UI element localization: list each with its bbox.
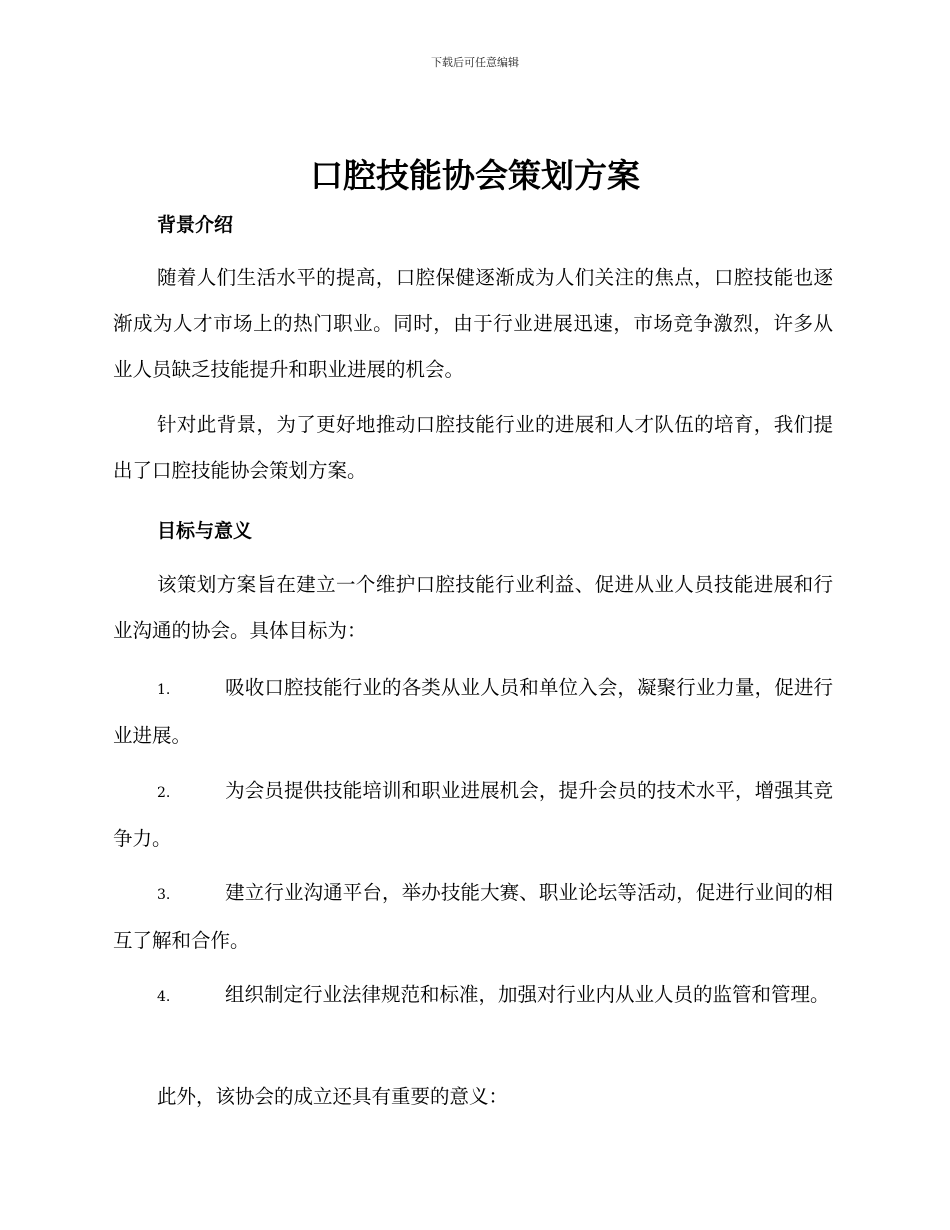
list-item-text: 吸收口腔技能行业的各类从业人员和单位入会，凝聚行业力量，促进行业进展。 bbox=[113, 676, 833, 747]
section-heading-background: 背景介绍 bbox=[157, 214, 234, 236]
list-number: 2. bbox=[157, 785, 171, 801]
list-item-text: 为会员提供技能培训和职业进展机会，提升会员的技术水平，增强其竞争力。 bbox=[113, 779, 833, 850]
paragraph-goals-intro: 该策划方案旨在建立一个维护口腔技能行业利益、促进从业人员技能进展和行业沟通的协会。具体目标为： bbox=[113, 573, 833, 642]
document-title: 口腔技能协会策划方案 bbox=[310, 156, 640, 195]
list-number: 3. bbox=[157, 887, 171, 903]
list-item-text: 组织制定行业法律规范和标准，加强对行业内从业人员的监管和管理。 bbox=[225, 983, 830, 1006]
paragraph-significance-intro: 此外，该协会的成立还具有重要的意义： bbox=[157, 1085, 509, 1108]
list-item bbox=[113, 665, 833, 759]
list-item bbox=[113, 972, 833, 1020]
paragraph-background-1: 随着人们生活水平的提高，口腔保健逐渐成为人们关注的焦点，口腔技能也逐渐成为人才市场上的热门职业。同时，由于行业进展迅速，市场竞争激烈，许多从业人员缺乏技能提升和职业进展的机会。 bbox=[113, 266, 833, 381]
header-note: 下载后可任意编辑 bbox=[431, 56, 519, 69]
paragraph-background-2: 针对此背景，为了更好地推动口腔技能行业的进展和人才队伍的培育，我们提出了口腔技能协会策划方案。 bbox=[113, 413, 833, 482]
section-heading-goals: 目标与意义 bbox=[157, 520, 253, 542]
list-item bbox=[113, 870, 833, 964]
list-item bbox=[113, 768, 833, 862]
list-item-text: 建立行业沟通平台，举办技能大赛、职业论坛等活动，促进行业间的相互了解和合作。 bbox=[113, 881, 833, 952]
list-number: 1. bbox=[157, 682, 171, 698]
list-number: 4. bbox=[157, 989, 171, 1005]
